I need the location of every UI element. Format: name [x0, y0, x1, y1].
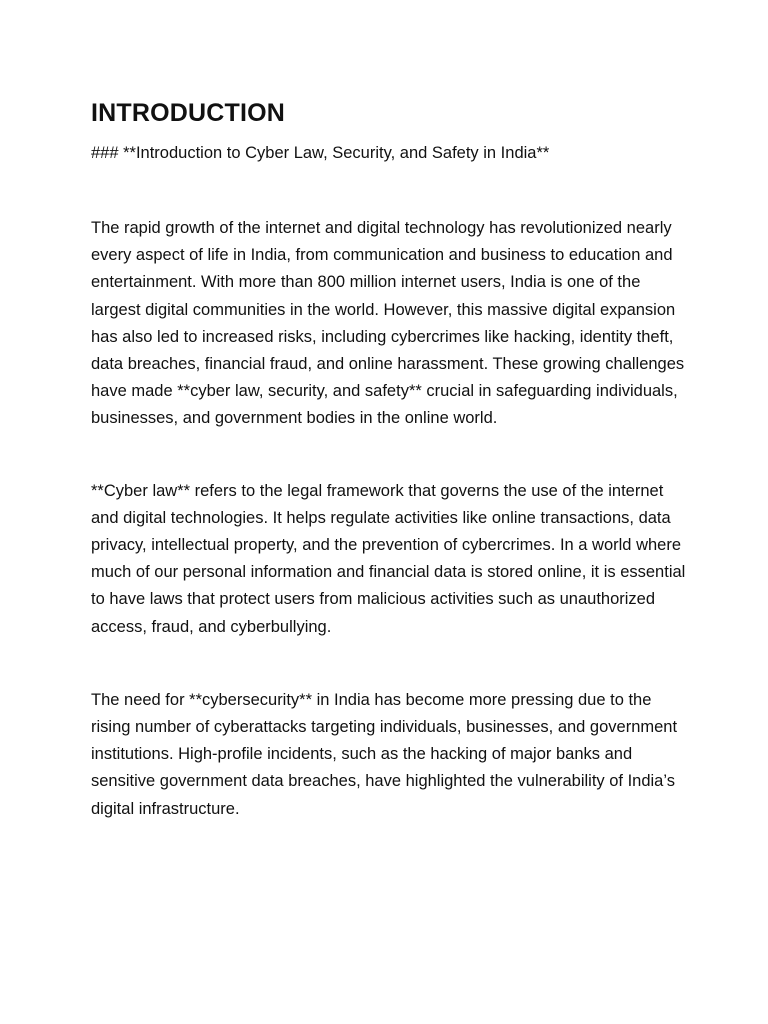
document-title: INTRODUCTION [91, 99, 286, 127]
paragraph-cyber-law: **Cyber law** refers to the legal framework that governs the use of the internet and digital technologies. It helps regulate activities like online transactions, data privacy, intellectual property, and the prevention of cybercrimes. In a world where much of our personal information and financial data is stored online, it is essential to have laws that protect users from malicious activities such as unauthorized access, fraud, and cyberbullying. [91, 481, 686, 636]
document-subheading: ### **Introduction to Cyber Law, Security, and Safety in India** [91, 144, 550, 162]
paragraph-cybersecurity: The need for **cybersecurity** in India has become more pressing due to the rising number of cyberattacks targeting individuals, businesses, and government institutions. High-profile incidents, such as the hacking of major banks and sensitive government data breaches, have highlighted the vulnerability of India’s digital infrastructure. [91, 690, 678, 818]
document-content [91, 96, 691, 823]
paragraph-internet-growth: The rapid growth of the internet and digital technology has revolutionized nearly every aspect of life in India, from communication and business to education and entertainment. With more than 800 million internet users, India is one of the largest digital communities in the world. However, this massive digital expansion has also led to increased risks, including cybercrimes like hacking, identity theft, data breaches, financial fraud, and online harassment. These growing challenges have made **cyber law, security, and safety** crucial in safeguarding individuals, businesses, and government bodies in the online world. [91, 219, 685, 428]
